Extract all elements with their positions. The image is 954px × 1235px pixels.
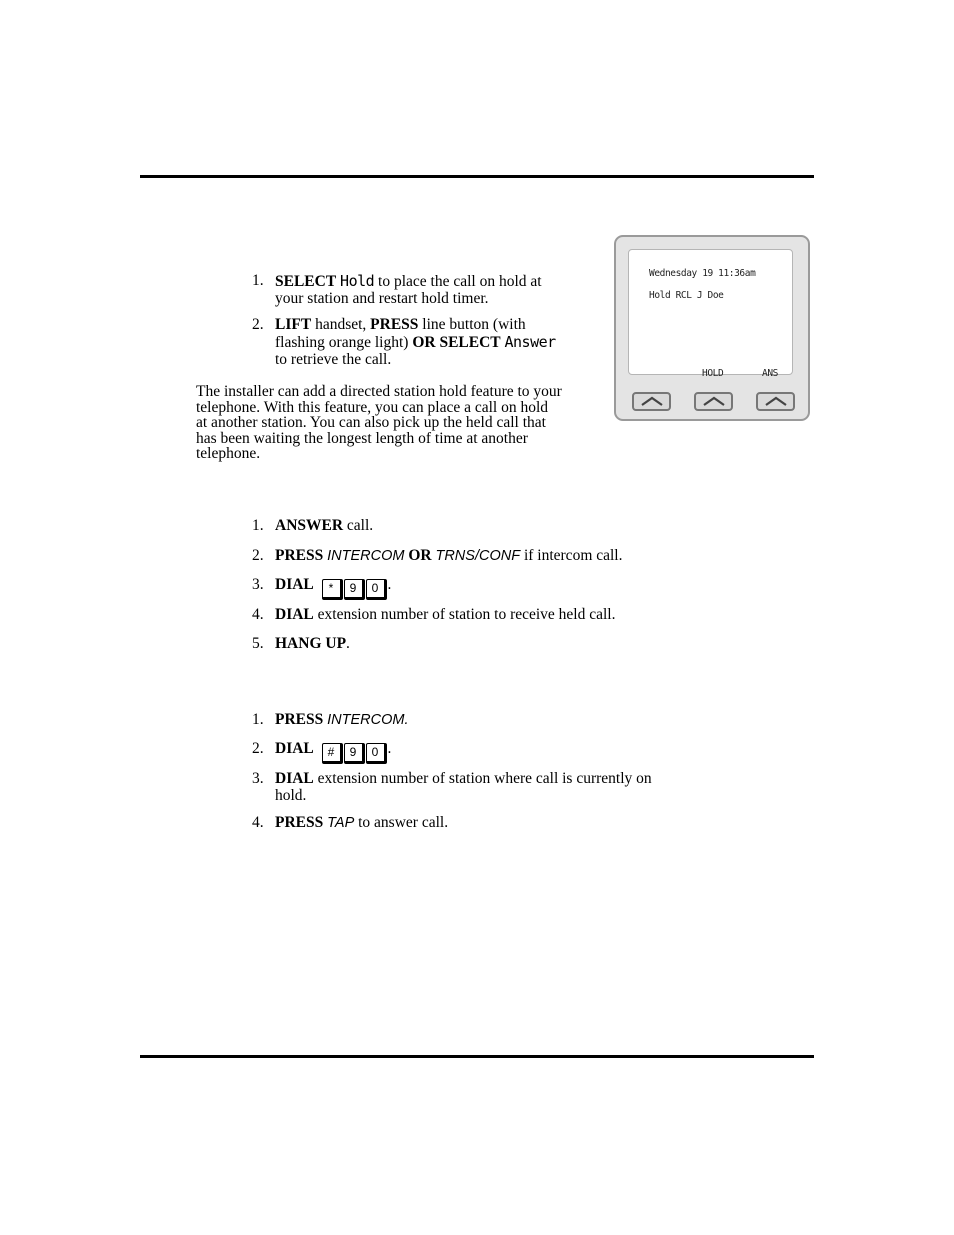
keypad-9-key: 9	[344, 579, 365, 600]
keypad-0-key: 0	[366, 743, 387, 764]
step-text: flashing orange light)	[275, 334, 409, 351]
step-text: handset,	[315, 316, 367, 333]
step-action: DIAL	[275, 740, 314, 757]
step-text: extension number of station to receive held call.	[317, 606, 616, 623]
step-text: to retrieve the call.	[275, 351, 392, 368]
step-number: 4.	[252, 814, 264, 831]
step-number: 2.	[252, 316, 264, 333]
step-text: .	[346, 635, 350, 652]
step-action: LIFT	[275, 316, 312, 333]
lcd-softkey-label: Answer	[504, 333, 556, 351]
chevron-up-icon	[639, 396, 665, 406]
step-text: extension number of station where call is currently on	[317, 770, 652, 787]
step-action: PRESS	[275, 814, 324, 831]
softkey-button-2	[694, 392, 733, 411]
lcd-line-1: Wednesday 19 11:36am	[649, 268, 756, 279]
step-action: DIAL	[275, 770, 314, 787]
keypad-9-key: 9	[344, 743, 365, 764]
step-action: DIAL	[275, 606, 314, 623]
step-action: ANSWER	[275, 517, 344, 534]
button-name: TRNS/CONF	[435, 548, 521, 564]
step-number: 1.	[252, 517, 264, 534]
lcd-screen	[628, 249, 793, 379]
step-text: to place the call on hold at	[378, 273, 542, 290]
keypad-pound-key: #	[322, 743, 343, 764]
step-number: 2.	[252, 740, 264, 757]
step-action: PRESS	[370, 316, 419, 333]
softkey-button-1	[632, 392, 671, 411]
step-number: 1.	[252, 272, 264, 289]
lcd-softkey-ans: ANS	[762, 368, 778, 379]
softkey-button-3	[756, 392, 795, 411]
step-number: 3.	[252, 576, 264, 593]
button-name: INTERCOM	[327, 548, 405, 564]
step-text: .	[387, 740, 392, 757]
paragraph-line: telephone.	[196, 445, 261, 463]
chevron-up-icon	[763, 396, 789, 406]
step-text: your station and restart hold timer.	[275, 290, 489, 307]
keypad-0-key: 0	[366, 579, 387, 600]
step-text: if intercom call.	[523, 547, 623, 564]
paragraph-line: has been waiting the longest length of time at another	[196, 429, 528, 447]
paragraph-line: telephone. With this feature, you can place a call on hold	[196, 398, 549, 416]
button-name: TAP	[327, 815, 355, 831]
lcd-softkey-label: Hold	[340, 272, 375, 290]
paragraph-line: The installer can add a directed station hold feature to your	[196, 383, 562, 400]
phone-display-illustration	[614, 235, 810, 421]
step-text: line button (with	[422, 316, 526, 333]
paragraph-line: at another station. You can also pick up the held call that	[196, 414, 546, 432]
step-text: to answer call.	[358, 814, 449, 831]
step-text: call.	[346, 517, 374, 534]
lcd-line-2: Hold RCL J Doe	[649, 290, 724, 301]
step-number: 2.	[252, 547, 264, 564]
bottom-rule	[140, 1055, 814, 1058]
step-action: DIAL	[275, 576, 314, 593]
chevron-up-icon	[701, 396, 727, 406]
step-action: PRESS	[275, 711, 324, 728]
step-number: 1.	[252, 711, 264, 728]
step-text: .	[387, 576, 392, 593]
button-name: INTERCOM.	[327, 712, 409, 728]
step-number: 3.	[252, 770, 264, 787]
lcd-softkey-hold: HOLD	[702, 368, 724, 379]
step-number: 4.	[252, 606, 264, 623]
step-number: 5.	[252, 635, 264, 652]
step-action: PRESS	[275, 547, 324, 564]
top-rule	[140, 175, 814, 178]
step-action: OR SELECT	[412, 334, 501, 351]
step-action: HANG UP	[275, 635, 347, 652]
step-text: hold.	[275, 787, 307, 804]
directed-hold-description	[196, 384, 616, 462]
step-action: SELECT	[275, 273, 337, 290]
keypad-star-key: *	[322, 579, 343, 600]
step-or: OR	[408, 547, 432, 564]
